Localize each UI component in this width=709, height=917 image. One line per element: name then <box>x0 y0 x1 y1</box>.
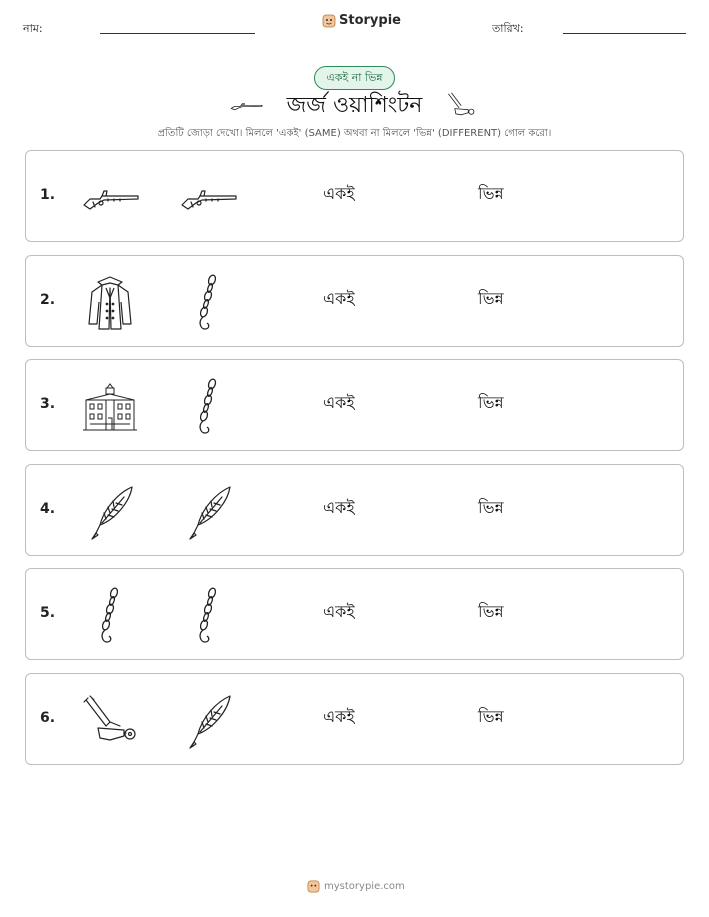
row-number: 4. <box>40 500 56 517</box>
option-different[interactable]: ভিন্ন <box>478 497 504 517</box>
plow-icon <box>80 692 140 750</box>
page-title: জর্জ ওয়াশিংটন <box>286 93 423 118</box>
date-line[interactable] <box>563 33 686 34</box>
exercise-row <box>25 568 684 660</box>
chain-icon <box>178 378 238 436</box>
option-same[interactable]: একই <box>323 288 355 308</box>
option-same[interactable]: একই <box>323 393 355 412</box>
row-number: 2. <box>40 291 56 308</box>
exercise-row <box>25 673 684 765</box>
option-same[interactable]: একই <box>323 602 355 621</box>
footer <box>307 880 405 893</box>
quill-icon <box>178 692 238 750</box>
title-row <box>0 86 709 122</box>
footer-url: mystorypie.com <box>324 881 405 892</box>
option-different[interactable]: ভিন্ন <box>478 602 504 621</box>
name-line[interactable] <box>100 33 255 34</box>
quill-icon <box>178 483 238 541</box>
worksheet-type-badge: একই না ভিন্ন <box>314 66 395 90</box>
row-number: 3. <box>40 396 56 412</box>
option-different[interactable]: ভিন্ন <box>478 706 504 726</box>
row-number: 1. <box>40 187 56 203</box>
option-same[interactable]: একই <box>323 706 355 726</box>
name-label: নাম: <box>23 22 43 35</box>
exercise-row <box>25 464 684 556</box>
musket-icon <box>178 169 238 227</box>
chain-icon <box>178 274 238 332</box>
chain-icon <box>80 587 140 645</box>
exercise-row <box>25 255 684 347</box>
plow-icon <box>445 90 477 120</box>
instructions: প্রতিটি জোড়া দেখো। মিললে 'একই' (SAME) অথবা না মিললে 'ভিন্ন' (DIFFERENT) গোল করো। <box>157 128 552 139</box>
storypie-icon <box>322 14 336 28</box>
date-label: তারিখ: <box>492 22 524 35</box>
quill-icon <box>80 483 140 541</box>
exercise-row <box>25 150 684 242</box>
brand-name: Storypie <box>339 13 401 28</box>
chain-icon <box>178 587 238 645</box>
option-different[interactable]: ভিন্ন <box>478 288 504 308</box>
row-number: 6. <box>40 709 56 726</box>
worksheet-header <box>0 0 709 40</box>
musket-icon <box>80 169 140 227</box>
storypie-icon <box>307 880 320 893</box>
mansion-icon <box>80 378 140 436</box>
option-different[interactable]: ভিন্ন <box>478 393 504 412</box>
exercise-row <box>25 359 684 451</box>
coat-icon <box>80 274 140 332</box>
brand-logo <box>322 13 401 28</box>
option-same[interactable]: একই <box>323 184 355 203</box>
option-same[interactable]: একই <box>323 497 355 517</box>
row-number: 5. <box>40 605 56 621</box>
option-different[interactable]: ভিন্ন <box>478 184 504 203</box>
